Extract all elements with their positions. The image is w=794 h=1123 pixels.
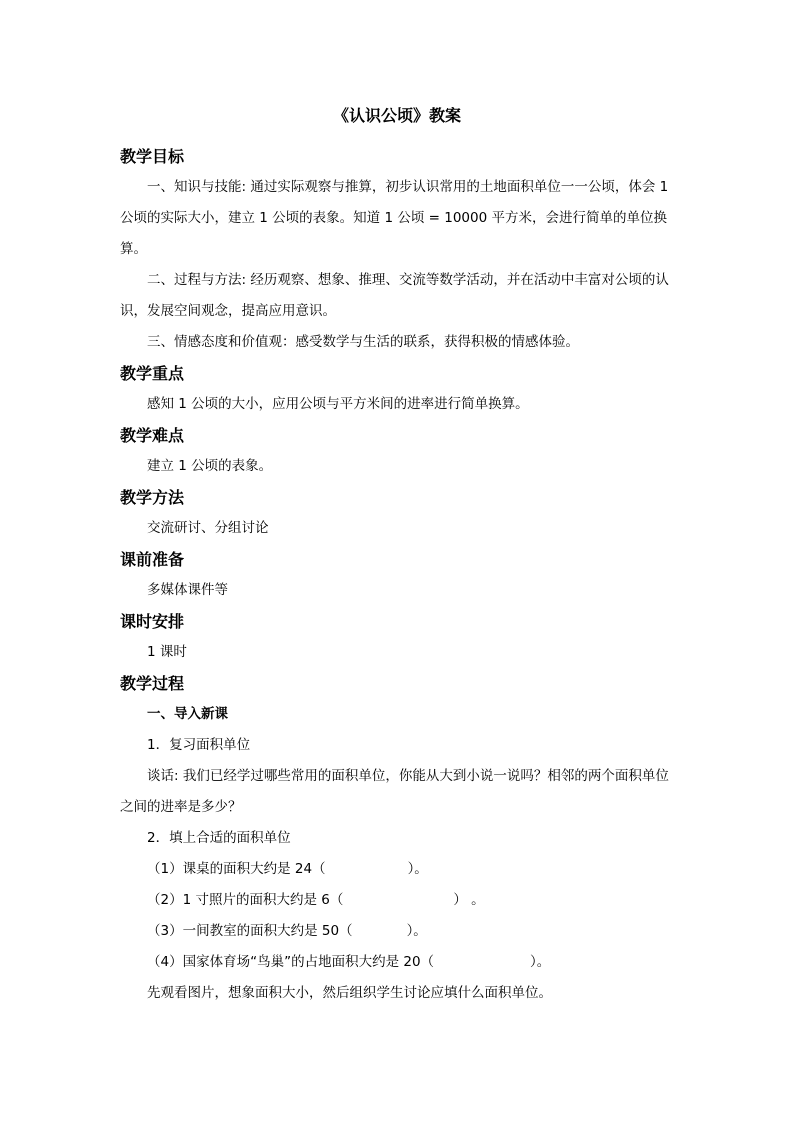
section-heading-process: 教学过程 <box>120 674 185 693</box>
talk-text: 谈话: 我们已经学过哪些常用的面积单位，你能从大到小说一说吗？相邻的两个面积单位之间的进率是多少？ <box>120 768 669 815</box>
question-2-text: （2）1 寸照片的面积大约是 6（ <box>147 892 344 908</box>
section-heading-objectives: 教学目标 <box>120 147 185 166</box>
section-heading-schedule: 课时安排 <box>120 612 185 631</box>
step-review-units: 1．复习面积单位 <box>147 737 251 753</box>
objective-attitude: 三、情感态度和价值观：感受数学与生活的联系，获得积极的情感体验。 <box>147 334 579 350</box>
question-1-text: （1）课桌的面积大约是 24（ <box>147 861 326 877</box>
document-body <box>120 141 675 1009</box>
question-4 <box>120 947 675 978</box>
question-2 <box>120 885 675 916</box>
section-heading-preparation: 课前准备 <box>120 550 185 569</box>
document-title: 《认识公顷》教案 <box>332 106 461 125</box>
step-fill-units: 2．填上合适的面积单位 <box>147 830 291 846</box>
question-3-end: ）。 <box>406 923 427 939</box>
question-1 <box>120 854 675 885</box>
section-heading-methods: 教学方法 <box>120 488 185 507</box>
section-heading-key-points: 教学重点 <box>120 364 185 383</box>
difficulties-text: 建立 1 公顷的表象。 <box>147 458 273 474</box>
methods-text: 交流研讨、分组讨论 <box>147 520 269 536</box>
key-points-text: 感知 1 公顷的大小，应用公顷与平方米间的进率进行简单换算。 <box>147 396 529 412</box>
preparation-text: 多媒体课件等 <box>147 582 228 598</box>
question-1-end: ）。 <box>407 861 428 877</box>
question-4-end: ）。 <box>530 954 551 970</box>
question-4-text: （4）国家体育场“鸟巢”的占地面积大约是 20（ <box>147 954 435 970</box>
question-2-end: ） 。 <box>453 892 485 908</box>
subheading-intro: 一、导入新课 <box>147 706 228 722</box>
closing-instruction: 先观看图片，想象面积大小，然后组织学生讨论应填什么面积单位。 <box>147 985 552 1001</box>
question-3 <box>120 916 675 947</box>
objective-process: 二、过程与方法: 经历观察、想象、推理、交流等数学活动，并在活动中丰富对公顷的认识，发展空间观念，提高应用意识。 <box>120 272 669 319</box>
objective-knowledge: 一、知识与技能: 通过实际观察与推算，初步认识常用的土地面积单位一一公顷，体会 1 公顷的实际大小，建立 1 公顷的表象。知道 1 公顷 = 10000 平方米，会进行简单的单位换算。 <box>120 179 669 257</box>
schedule-text: 1 课时 <box>147 644 187 660</box>
question-3-text: （3）一间教室的面积大约是 50（ <box>147 923 353 939</box>
section-heading-difficulties: 教学难点 <box>120 426 185 445</box>
